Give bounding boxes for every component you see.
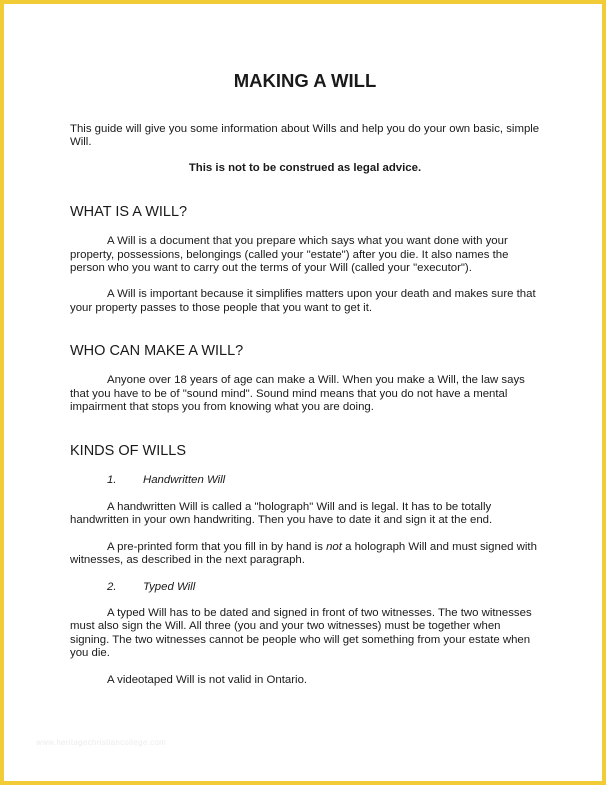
- item-label: Typed Will: [143, 580, 196, 593]
- paragraph: A Will is important because it simplifies matters upon your death and makes sure that your property passes to those people that you want to get it.: [70, 288, 536, 314]
- item-number: 2.: [107, 580, 117, 593]
- emphasis: not: [326, 540, 342, 553]
- numbered-item-handwritten-will: [107, 474, 540, 487]
- section-heading-what-is-a-will: WHAT IS A WILL?: [70, 204, 188, 221]
- paragraph: Anyone over 18 years of age can make a Will. When you make a Will, the law says that you have to be of "sound mind". Sound mind means that you do not have a mental impairment that stops you from knowing what you are doing.: [70, 374, 525, 414]
- document-page: [70, 70, 540, 700]
- section-heading-who-can-make-a-will: WHO CAN MAKE A WILL?: [70, 343, 244, 360]
- numbered-item-typed-will: [107, 581, 540, 594]
- disclaimer: This is not to be construed as legal advice.: [188, 161, 422, 174]
- paragraph: A videotaped Will is not valid in Ontario.: [107, 673, 308, 686]
- paragraph-not-holograph: A pre-printed form that you fill in by hand is not a holograph Will and must signed with witnesses, as described in the next paragraph.: [70, 540, 537, 567]
- item-number: 1.: [107, 474, 117, 487]
- intro-paragraph: This guide will give you some information about Wills and help you do your own basic, simple Will.: [70, 123, 540, 149]
- section-heading-kinds-of-wills: KINDS OF WILLS: [70, 443, 187, 460]
- paragraph: A typed Will has to be dated and signed in front of two witnesses. The two witnesses must also sign the Will. All three (you and your two witnesses) must be together when signing. The two witnesses cannot be people who will get something from your estate when you die.: [70, 606, 532, 660]
- paragraph: A handwritten Will is called a "holograph" Will and is legal. It has to be totally handwritten in your own handwriting. Then you have to date it and sign it at the end.: [70, 500, 493, 527]
- watermark: www.heritagechristiancollege.com: [36, 738, 167, 747]
- item-label: Handwritten Will: [143, 474, 226, 487]
- page-title: MAKING A WILL: [233, 70, 377, 91]
- paragraph: A Will is a document that you prepare which says what you want done with your property, possessions, belongings (called your "estate") after you die. It also names the person who you want to carry out the terms of your Will (called your "executor").: [70, 235, 509, 275]
